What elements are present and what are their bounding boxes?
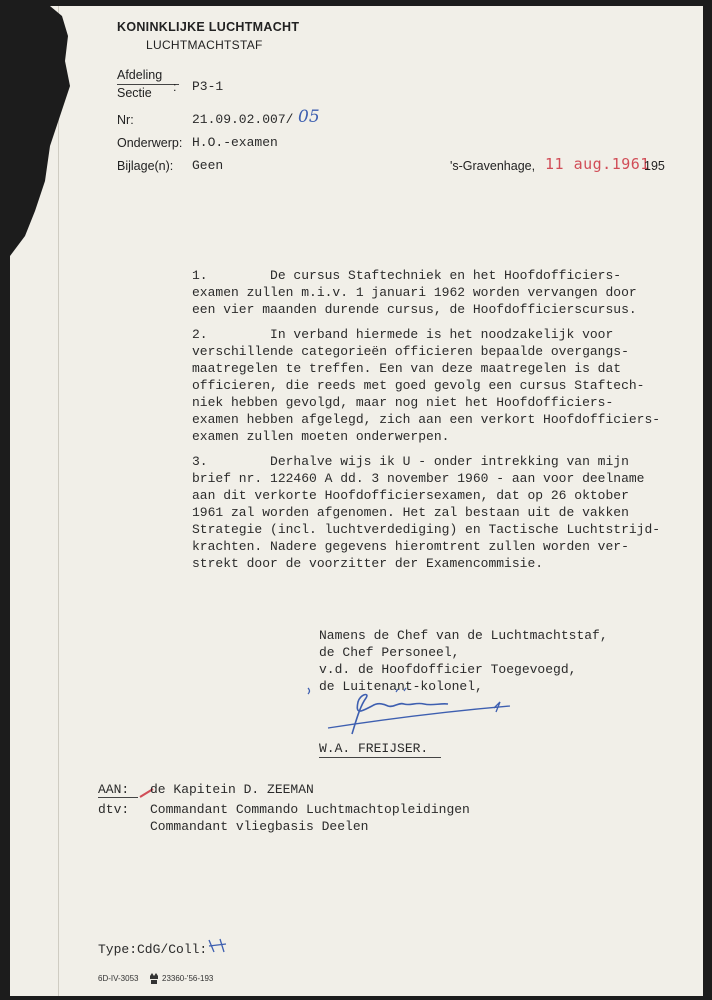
- letterhead-dept: LUCHTMACHTSTAF: [146, 38, 263, 52]
- place-label: 's-Gravenhage,: [450, 159, 536, 173]
- paragraph-line: Strategie (incl. luchtverdediging) en Tactische Luchtstrijd-: [192, 522, 661, 537]
- paragraph-line: 2. In verband hiermede is het noodzakelijk voor: [192, 327, 614, 342]
- closing-line: Namens de Chef van de Luchtmachtstaf,: [319, 628, 608, 643]
- bijlage-value: Geen: [192, 158, 224, 173]
- paragraph-line: aan dit verkorte Hoofdofficiersexamen, dat op 26 oktober: [192, 488, 629, 503]
- signatory-name: W.A. FREIJSER.: [319, 741, 429, 756]
- signature-mark: [300, 676, 530, 746]
- aan-underline: [98, 797, 138, 798]
- paragraph-line: examen zullen moeten onderwerpen.: [192, 429, 450, 444]
- signatory-underline: [319, 757, 441, 758]
- nr-handwritten: 05: [298, 107, 320, 127]
- year-prefix: 195: [644, 159, 665, 173]
- handwritten-initial: [206, 936, 236, 956]
- afdeling-underline: [117, 84, 179, 85]
- typist-initials: Type:CdG/Coll:: [98, 942, 208, 957]
- aan-label: AAN:: [98, 782, 130, 797]
- paragraph-line: brief nr. 122460 A dd. 3 november 1960 - aan voor deelname: [192, 471, 645, 486]
- paragraph-line: 3. Derhalve wijs ik U - onder intrekking van mijn: [192, 454, 629, 469]
- dtv-line: Commandant vliegbasis Deelen: [150, 819, 369, 834]
- afdeling-colon: :: [173, 80, 177, 94]
- paragraph-line: 1. De cursus Staftechniek en het Hoofdofficiers-: [192, 268, 622, 283]
- letter-page: [10, 6, 703, 996]
- paragraph-line: examen zullen m.i.v. 1 januari 1962 worden vervangen door: [192, 285, 637, 300]
- date-stamp: 11 aug.1961: [545, 155, 650, 173]
- closing-line: de Luitenant-kolonel,: [319, 679, 483, 694]
- bijlage-label: Bijlage(n):: [117, 159, 174, 173]
- closing-line: de Chef Personeel,: [319, 645, 460, 660]
- paragraph-line: krachten. Nadere gegevens hieromtrent zullen worden ver-: [192, 539, 629, 554]
- paragraph-line: 1961 zal worden afgenomen. Het zal bestaan uit de vakken: [192, 505, 629, 520]
- form-code-right: 23360-'56-193: [162, 974, 214, 983]
- nr-label: Nr:: [117, 113, 134, 127]
- dtv-label: dtv:: [98, 802, 130, 817]
- letterhead-org: KONINKLIJKE LUCHTMACHT: [117, 20, 300, 34]
- sectie-label: Sectie: [117, 86, 152, 100]
- torn-edge: [10, 6, 90, 256]
- paragraph-line: examen hebben afgelegd, zich aan een verkort Hoofdofficiers-: [192, 412, 661, 427]
- crown-emblem-icon: [148, 971, 160, 985]
- form-code-left: 6D-IV-3053: [98, 974, 139, 983]
- aan-value: de Kapitein D. ZEEMAN: [150, 782, 314, 797]
- afdeling-value: P3-1: [192, 79, 224, 94]
- paragraph-line: officieren, die reeds met goed gevolg een cursus Staftech-: [192, 378, 645, 393]
- afdeling-label: Afdeling: [117, 68, 163, 82]
- dtv-line: Commandant Commando Luchtmachtopleidingen: [150, 802, 470, 817]
- paragraph-line: niek hebben gevolgd, maar nog niet het Hoofdofficiers-: [192, 395, 614, 410]
- paragraph-line: een vier maanden durende cursus, de Hoofdofficierscursus.: [192, 302, 637, 317]
- closing-line: v.d. de Hoofdofficier Toegevoegd,: [319, 662, 577, 677]
- onderwerp-value: H.O.-examen: [192, 135, 278, 150]
- onderwerp-label: Onderwerp:: [117, 136, 183, 150]
- nr-value: 21.09.02.007/: [192, 112, 294, 127]
- paragraph-line: verschillende categorieën officieren bepaalde overgangs-: [192, 344, 629, 359]
- paragraph-line: strekt door de voorzitter der Examencommisie.: [192, 556, 544, 571]
- paragraph-line: maatregelen te treffen. Een van deze maatregelen is dat: [192, 361, 622, 376]
